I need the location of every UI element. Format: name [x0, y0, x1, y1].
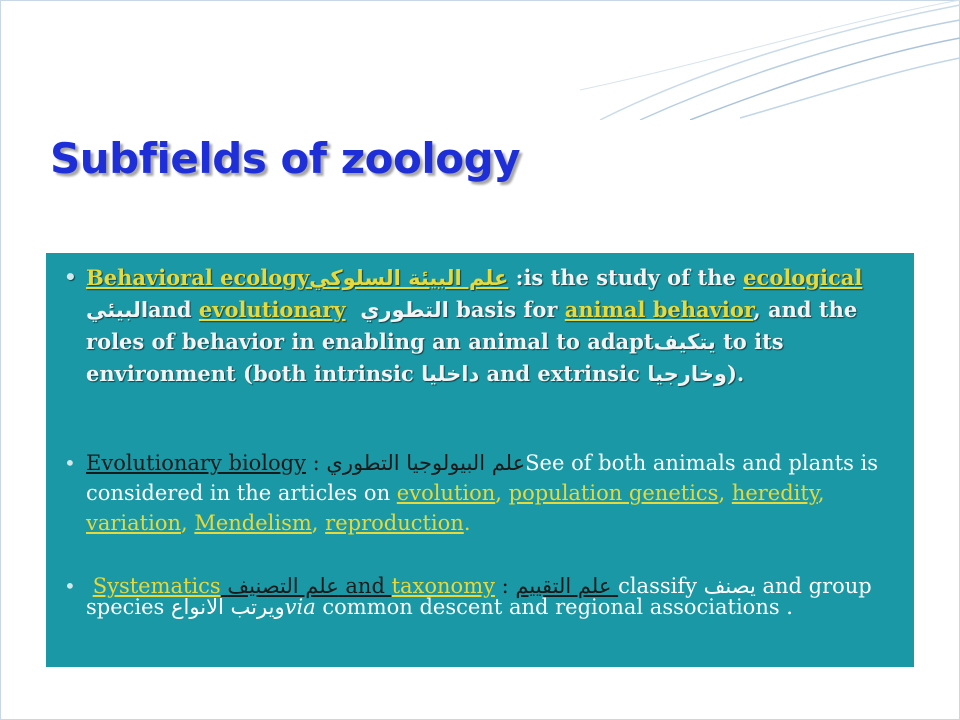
- link-variation[interactable]: variation: [86, 511, 181, 535]
- link-mendelism[interactable]: Mendelism: [194, 511, 312, 535]
- text: basis for: [448, 297, 565, 322]
- text: via: [284, 595, 316, 619]
- arabic-text: يصنف: [703, 574, 756, 598]
- text: :: [305, 451, 327, 475]
- bullet-dot-icon: •: [64, 574, 76, 598]
- bullet-systematics: [64, 574, 906, 619]
- link-evolutionary[interactable]: evolutionary: [198, 297, 346, 322]
- bullet-evolutionary-biology: [64, 448, 906, 538]
- arabic-text: البيئي: [86, 298, 149, 322]
- text: and: [148, 297, 199, 322]
- link-ecological[interactable]: ecological: [743, 265, 863, 290]
- text: ).: [726, 361, 745, 386]
- text: classify: [618, 574, 704, 598]
- text: and: [338, 574, 392, 598]
- separator: ,: [718, 481, 732, 505]
- separator: ,: [180, 511, 195, 535]
- content-box: [46, 253, 914, 667]
- text: to its environment (both intrinsic: [86, 329, 784, 386]
- link-heredity[interactable]: heredity: [731, 481, 818, 505]
- link-systematics[interactable]: Systematics: [92, 574, 221, 598]
- link-reproduction[interactable]: reproduction: [325, 511, 464, 535]
- link-taxonomy[interactable]: taxonomy: [391, 574, 495, 598]
- text: :: [494, 574, 516, 598]
- arabic-term: علم البيئة السلوكي: [309, 266, 509, 290]
- link-animal-behavior[interactable]: animal behavior: [564, 297, 754, 322]
- bullet-behavioral-ecology: [64, 262, 906, 390]
- separator: ,: [495, 481, 509, 505]
- decorative-swoosh-lines: [580, 0, 960, 120]
- arabic-text: التطوري: [360, 298, 449, 322]
- link-evolution[interactable]: evolution: [396, 481, 496, 505]
- text: , and the roles of behavior in enabling an animal to adapt: [86, 297, 858, 354]
- arabic-term: علم التصنيف: [220, 574, 339, 598]
- text: common descent and regional associations .: [315, 595, 793, 619]
- text: :: [508, 265, 524, 290]
- separator: ,: [817, 481, 825, 505]
- bullet-dot-icon: •: [64, 451, 76, 475]
- arabic-text: ويرتب الانواع: [171, 595, 285, 619]
- text: is the study of the: [523, 265, 744, 290]
- link-behavioral-ecology[interactable]: Behavioral ecology: [86, 265, 310, 290]
- arabic-text: داخليا: [421, 362, 480, 386]
- term-evolutionary-biology: Evolutionary biology: [86, 451, 306, 475]
- separator: ,: [311, 511, 326, 535]
- text: .: [463, 511, 471, 535]
- link-population-genetics[interactable]: population genetics: [508, 481, 719, 505]
- bullet-dot-icon: •: [64, 265, 77, 289]
- arabic-text: علم البيولوجيا التطوري: [326, 451, 526, 475]
- arabic-text: وخارجيا: [647, 362, 727, 386]
- text: and group species: [86, 574, 872, 619]
- text: See of both animals and plants is considered in the articles on: [86, 451, 879, 505]
- text: and extrinsic: [479, 361, 648, 386]
- arabic-term: علم التقييم: [515, 574, 619, 598]
- arabic-text: يتكيف: [653, 330, 716, 354]
- slide-title: Subfields of zoology: [50, 134, 521, 183]
